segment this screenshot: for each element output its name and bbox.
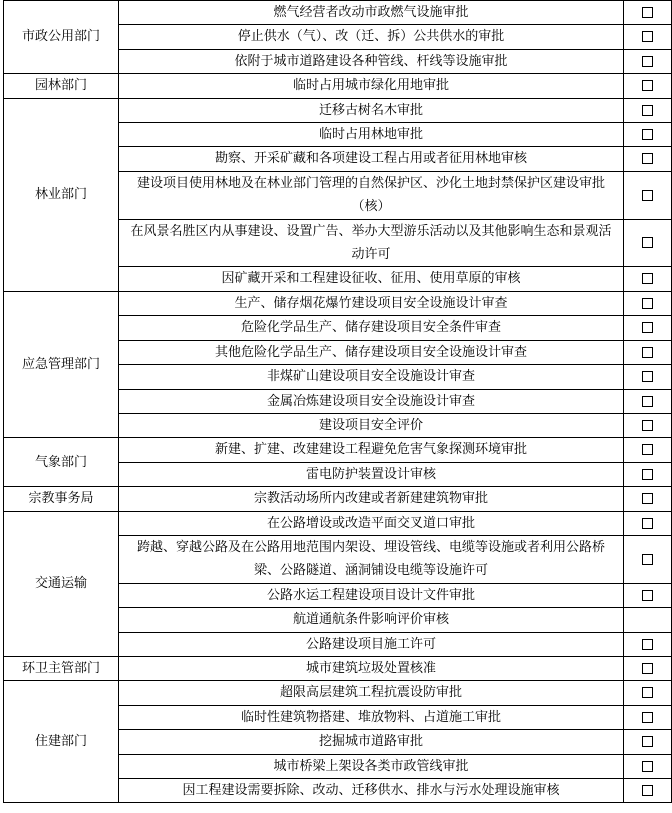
checkbox-cell [624,74,672,98]
approval-item-cell: 停止供水（气）、改（迁、拆）公共供水的审批 [119,25,624,49]
checkbox-icon[interactable] [642,687,653,698]
checkbox-cell [624,219,672,267]
checkbox-cell [624,656,672,680]
checkbox-icon[interactable] [642,663,653,674]
checkbox-icon[interactable] [642,371,653,382]
checkbox-icon[interactable] [642,639,653,650]
checkbox-cell [624,632,672,656]
checkbox-icon[interactable] [642,7,653,18]
department-cell: 宗教事务局 [4,487,119,511]
checkbox-icon[interactable] [642,444,653,455]
checkbox-cell [624,438,672,462]
checkbox-icon[interactable] [642,298,653,309]
approval-item-cell: 危险化学品生产、储存建设项目安全条件审查 [119,316,624,340]
checkbox-icon[interactable] [642,785,653,796]
checkbox-cell [624,583,672,607]
checkbox-icon[interactable] [642,590,653,601]
approval-item-cell: 公路水运工程建设项目设计文件审批 [119,583,624,607]
checkbox-cell [624,705,672,729]
approval-item-cell: 城市建筑垃圾处置核准 [119,656,624,680]
checkbox-icon[interactable] [642,322,653,333]
checkbox-icon[interactable] [642,190,653,201]
checkbox-cell [624,754,672,778]
table-row [4,98,672,122]
checkbox-cell [624,147,672,171]
table-row [4,291,672,315]
checkbox-cell [624,340,672,364]
table-row [4,656,672,680]
checkbox-cell [624,25,672,49]
checkbox-cell [624,487,672,511]
department-cell: 环卫主管部门 [4,656,119,680]
department-cell: 住建部门 [4,681,119,803]
checkbox-icon[interactable] [642,493,653,504]
checkbox-icon[interactable] [642,469,653,480]
approval-items-table [3,0,672,803]
checkbox-icon[interactable] [642,420,653,431]
checkbox-icon[interactable] [642,396,653,407]
checkbox-cell [624,365,672,389]
checkbox-cell [624,98,672,122]
checkbox-cell [624,171,672,219]
approval-item-cell: 建设项目安全评价 [119,413,624,437]
checkbox-icon[interactable] [642,237,653,248]
table-body [4,1,672,803]
table-row [4,1,672,25]
checkbox-icon[interactable] [642,273,653,284]
approval-item-cell: 勘察、开采矿藏和各项建设工程占用或者征用林地审核 [119,147,624,171]
approval-item-cell: 城市桥梁上架设各类市政管线审批 [119,754,624,778]
department-cell: 应急管理部门 [4,291,119,437]
table-row [4,487,672,511]
approval-item-cell: 非煤矿山建设项目安全设施设计审查 [119,365,624,389]
checkbox-cell [624,413,672,437]
checkbox-icon[interactable] [642,518,653,529]
checkbox-cell [624,291,672,315]
checkbox-icon[interactable] [642,347,653,358]
checkbox-cell [624,462,672,486]
approval-item-cell: 新建、扩建、改建建设工程避免危害气象探测环境审批 [119,438,624,462]
checkbox-cell [624,535,672,583]
checkbox-cell [624,49,672,73]
approval-item-cell: 其他危险化学品生产、储存建设项目安全设施设计审查 [119,340,624,364]
checkbox-icon[interactable] [642,761,653,772]
department-cell: 园林部门 [4,74,119,98]
table-row [4,511,672,535]
approval-item-cell: 超限高层建筑工程抗震设防审批 [119,681,624,705]
department-cell: 林业部门 [4,98,119,291]
approval-item-cell: 生产、储存烟花爆竹建设项目安全设施设计审查 [119,291,624,315]
department-cell: 交通运输 [4,511,119,656]
approval-item-cell: 公路建设项目施工许可 [119,632,624,656]
approval-item-cell: 挖掘城市道路审批 [119,730,624,754]
approval-item-cell: 金属冶炼建设项目安全设施设计审查 [119,389,624,413]
approval-item-cell: 雷电防护装置设计审核 [119,462,624,486]
checkbox-cell [624,1,672,25]
checkbox-cell [624,681,672,705]
checkbox-icon[interactable] [642,712,653,723]
checkbox-cell [624,730,672,754]
checkbox-cell [624,316,672,340]
approval-item-cell: 临时占用林地审批 [119,123,624,147]
checkbox-cell [624,389,672,413]
department-cell: 市政公用部门 [4,1,119,74]
checkbox-cell [624,779,672,803]
table-row [4,681,672,705]
table-row [4,438,672,462]
table-row [4,74,672,98]
checkbox-cell [624,511,672,535]
approval-item-cell: 因矿藏开采和工程建设征收、征用、使用草原的审核 [119,267,624,291]
approval-item-cell: 跨越、穿越公路及在公路用地范围内架设、埋设管线、电缆等设施或者利用公路桥梁、公路隧道、涵洞铺设电缆等设施许可 [119,535,624,583]
checkbox-cell [624,123,672,147]
approval-item-cell: 临时性建筑物搭建、堆放物料、占道施工审批 [119,705,624,729]
approval-item-cell: 建设项目使用林地及在林业部门管理的自然保护区、沙化土地封禁保护区建设审批（核） [119,171,624,219]
approval-item-cell: 因工程建设需要拆除、改动、迁移供水、排水与污水处理设施审核 [119,779,624,803]
department-cell: 气象部门 [4,438,119,487]
approval-item-cell: 宗教活动场所内改建或者新建建筑物审批 [119,487,624,511]
approval-item-cell: 依附于城市道路建设各种管线、杆线等设施审批 [119,49,624,73]
checkbox-icon[interactable] [642,56,653,67]
approval-item-cell: 在公路增设或改造平面交叉道口审批 [119,511,624,535]
checkbox-cell [624,267,672,291]
approval-item-cell: 燃气经营者改动市政燃气设施审批 [119,1,624,25]
approval-item-cell: 航道通航条件影响评价审核 [119,608,624,632]
checkbox-cell [624,608,672,632]
checkbox-icon[interactable] [642,31,653,42]
checkbox-icon[interactable] [642,80,653,91]
approval-item-cell: 在风景名胜区内从事建设、设置广告、举办大型游乐活动以及其他影响生态和景观活动许可 [119,219,624,267]
checkbox-icon[interactable] [642,153,653,164]
checkbox-icon[interactable] [642,736,653,747]
checkbox-icon[interactable] [642,554,653,565]
approval-item-cell: 临时占用城市绿化用地审批 [119,74,624,98]
checkbox-icon[interactable] [642,105,653,116]
approval-item-cell: 迁移古树名木审批 [119,98,624,122]
checkbox-icon[interactable] [642,129,653,140]
